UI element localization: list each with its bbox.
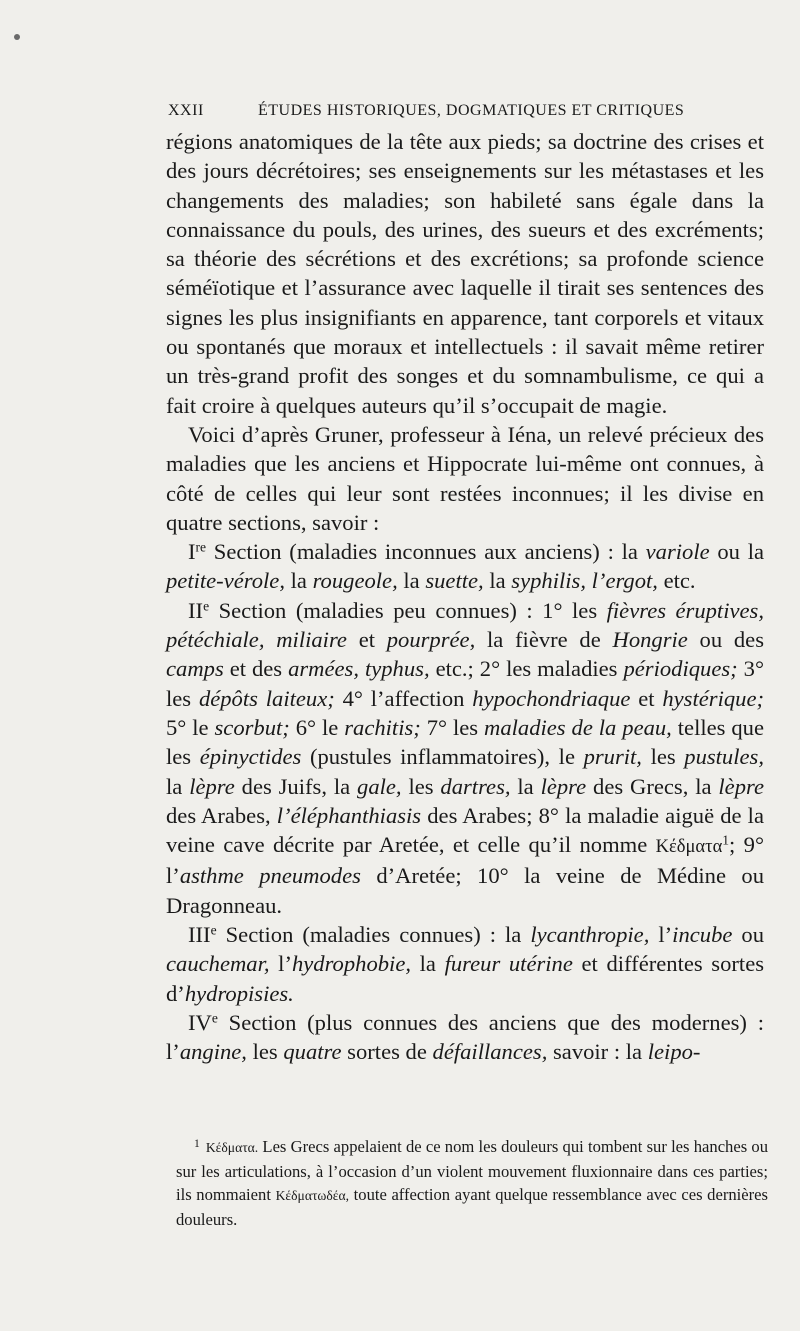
text-run: les bbox=[401, 773, 441, 799]
text-run: ou la bbox=[709, 539, 764, 565]
italic-term: syphilis, bbox=[511, 568, 586, 594]
text-run: Section (plus connues des anciens que des modernes) : l’ bbox=[166, 1009, 764, 1065]
italic-term: l’ergot, bbox=[591, 568, 658, 594]
italic-term: rougeole, bbox=[312, 568, 398, 594]
text-run: l’ bbox=[269, 951, 292, 977]
text-run: 6° le bbox=[289, 714, 345, 740]
text-run: savoir : la bbox=[547, 1039, 648, 1065]
text-run: la fièvre de bbox=[475, 627, 613, 653]
running-header bbox=[168, 102, 768, 126]
footnotes bbox=[176, 1132, 768, 1232]
text-run: l’ bbox=[649, 922, 673, 948]
text-run: ou des bbox=[687, 627, 765, 653]
italic-term: l’éléphanthiasis bbox=[276, 802, 422, 828]
paragraph-continuation: régions anatomiques de la tête aux pieds; sa doctrine des crises et des jours décrétoires; ses enseignements sur les métastases et les changements des maladies; son habileté sans égale dans la connaissance du pouls, des urines, des sueurs et des excréments; sa théorie des sécrétions et des excrétions; sa profonde science séméïotique et l’assurance avec laquelle il tirait ses sentences des signes les plus insignifiants en apparence, tant corporels et vitaux ou spontanés que moraux et intellectuels : il savait même retirer un très-grand profit des songes et du somnambulisme, ce qui a fait croire à quelques auteurs qu’il s’occupait de magie. bbox=[166, 129, 764, 418]
footnote-reference[interactable]: 1 bbox=[722, 832, 730, 848]
italic-term: armées, typhus, bbox=[288, 656, 430, 682]
text-run: et des bbox=[223, 656, 289, 682]
italic-term: Hongrie bbox=[612, 627, 688, 653]
section-4-label: IV bbox=[188, 1009, 212, 1035]
text-run: les bbox=[246, 1039, 284, 1065]
italic-term: périodiques; bbox=[623, 656, 738, 682]
italic-term: petite-vérole, bbox=[166, 568, 285, 594]
text-run: d’Aretée; 10° la veine de Médine ou Dragonneau. bbox=[166, 863, 764, 918]
text-run: ; 9° l’ bbox=[166, 832, 764, 889]
text-run: des Arabes, bbox=[166, 802, 277, 828]
italic-term: lèpre bbox=[540, 773, 587, 799]
text-run: (pustules inflammatoires), le bbox=[301, 744, 584, 770]
section-2-label-sup: e bbox=[203, 598, 210, 614]
text-run: toute affection ayant quelque ressemblance avec ces dernières douleurs. bbox=[176, 1185, 768, 1229]
italic-term: pustules, bbox=[684, 744, 764, 770]
section-4-label-sup: e bbox=[211, 1010, 218, 1026]
italic-term: scorbut; bbox=[214, 714, 290, 740]
section-2-label: II bbox=[188, 597, 204, 623]
text-run: et bbox=[346, 627, 387, 653]
italic-term: cauchemar, bbox=[166, 951, 270, 977]
footnote-1 bbox=[176, 1132, 768, 1232]
section-1-label-sup: re bbox=[195, 539, 207, 555]
text-run: et bbox=[630, 685, 663, 711]
text-run: Les Grecs appelaient de ce nom les douleurs qui tombent sur les hanches ou sur les articulations, à l’occasion d’un violent mouvement fluxionnaire dans ces parties; ils nommaient bbox=[176, 1137, 768, 1205]
text-run: Section (maladies inconnues aux anciens) : la bbox=[206, 539, 646, 565]
text-run: la bbox=[510, 773, 541, 799]
text-run: Section (maladies connues) : la bbox=[216, 922, 531, 948]
footnote-number: 1 bbox=[194, 1137, 200, 1150]
section-3-label-sup: e bbox=[210, 922, 217, 938]
section-3-paragraph bbox=[166, 920, 764, 1008]
italic-term: hydrophobie, bbox=[291, 951, 411, 977]
text-run: les bbox=[641, 744, 685, 770]
italic-term: variole bbox=[645, 539, 710, 565]
text-run: etc.; 2° les maladies bbox=[429, 656, 624, 682]
italic-term: leipo- bbox=[647, 1039, 701, 1065]
italic-term: quatre bbox=[283, 1039, 342, 1065]
italic-term: maladies de la peau, bbox=[484, 714, 672, 740]
text-run: des Juifs, la bbox=[234, 773, 358, 799]
text-run: 5° le bbox=[166, 714, 215, 740]
text-run: et différentes sortes d’ bbox=[166, 951, 765, 1006]
italic-term: angine, bbox=[179, 1039, 247, 1065]
text-run: la bbox=[166, 773, 190, 799]
section-1-label: I bbox=[188, 539, 196, 565]
text-run: la bbox=[411, 951, 445, 977]
text-run: 4° l’affection bbox=[334, 685, 473, 711]
italic-term: lycanthropie, bbox=[530, 922, 650, 948]
footnote-greek-term: Κέδματωδέα, bbox=[275, 1188, 350, 1204]
italic-term: épinyctides bbox=[199, 744, 302, 770]
italic-term: dartres, bbox=[440, 773, 511, 799]
text-run: 3° les bbox=[166, 656, 764, 711]
text-run: 7° les bbox=[420, 714, 485, 740]
text-run: telles que les bbox=[166, 714, 764, 770]
italic-term: lèpre bbox=[718, 773, 764, 799]
scan-speck bbox=[14, 34, 20, 40]
section-2-paragraph bbox=[166, 596, 764, 920]
body-text bbox=[166, 127, 764, 1067]
paragraph-gruner: Voici d’après Gruner, professeur à Iéna, un relevé précieux des maladies que les anciens et Hippocrate lui-même ont connues, à côté de celles qui leur sont restées inconnues; il les divise en quatre sections, savoir : bbox=[166, 421, 764, 535]
italic-term: suette, bbox=[425, 568, 484, 594]
text-run: des Grecs, la bbox=[586, 773, 719, 799]
running-title: ÉTUDES HISTORIQUES, DOGMATIQUES ET CRITIQUES bbox=[258, 102, 685, 119]
italic-term: hypochondriaque bbox=[472, 685, 631, 711]
section-1-paragraph bbox=[166, 537, 764, 596]
italic-term: dépôts laiteux; bbox=[198, 685, 335, 711]
italic-term: rachitis; bbox=[344, 714, 421, 740]
italic-term: hydropisies. bbox=[184, 980, 294, 1006]
text-run: la bbox=[397, 568, 426, 594]
italic-term: gale, bbox=[357, 773, 402, 799]
italic-term: fureur utérine bbox=[444, 951, 573, 977]
italic-term: lèpre bbox=[189, 773, 235, 799]
text-run: etc. bbox=[657, 568, 696, 594]
italic-term: défaillances, bbox=[432, 1039, 548, 1065]
text-run: sortes de bbox=[341, 1039, 433, 1065]
text-run: Section (maladies peu connues) : 1° les bbox=[209, 597, 607, 623]
footnote-greek-term: Κέδματα. bbox=[205, 1140, 259, 1156]
text-run: des Arabes; 8° la maladie aiguë de la veine cave décrite par Aretée, et celle qu’il nomme bbox=[166, 802, 764, 858]
text-run: la bbox=[483, 568, 512, 594]
italic-term: hystérique; bbox=[662, 685, 764, 711]
section-4-paragraph bbox=[166, 1008, 764, 1067]
greek-term: Κέδματα bbox=[655, 836, 723, 858]
italic-term: asthme pneumodes bbox=[179, 863, 361, 889]
italic-term: miliaire bbox=[276, 627, 347, 653]
page-number: XXII bbox=[168, 102, 204, 119]
italic-term: camps bbox=[166, 656, 224, 682]
italic-term: fièvres éruptives, pétéchiale, bbox=[166, 597, 764, 653]
section-3-label: III bbox=[188, 922, 211, 948]
text-run bbox=[264, 627, 276, 652]
italic-term: incube bbox=[672, 922, 733, 948]
italic-term: prurit, bbox=[583, 744, 642, 770]
italic-term: pourprée, bbox=[386, 627, 476, 653]
text-run: ou bbox=[732, 922, 764, 948]
text-run: la bbox=[284, 568, 313, 594]
